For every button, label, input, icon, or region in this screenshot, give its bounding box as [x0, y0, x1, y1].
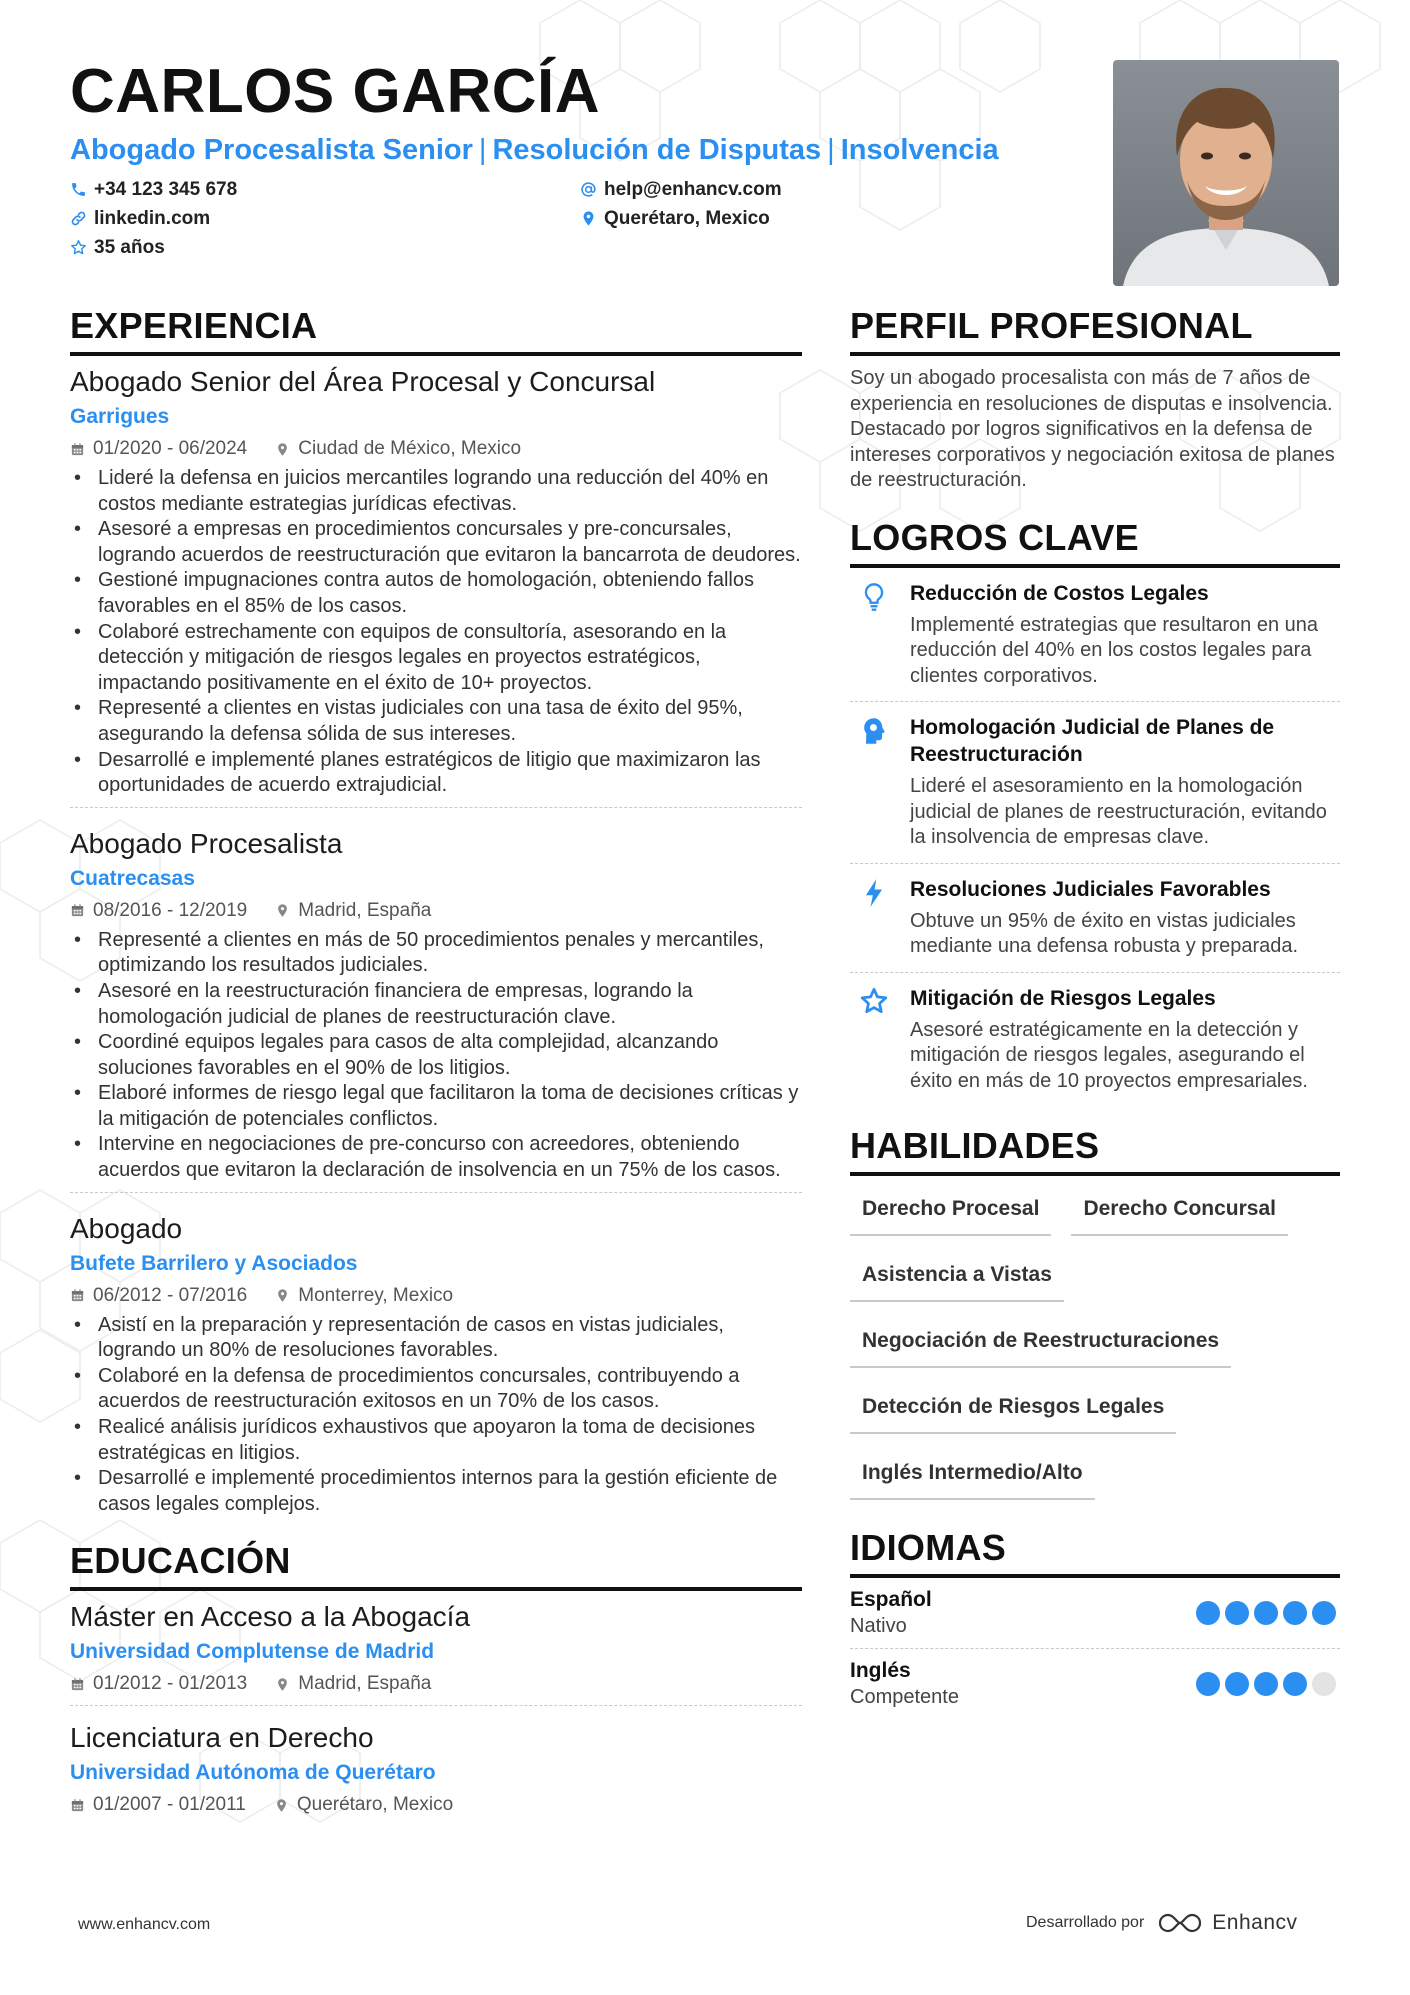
job-title: Abogado — [70, 1212, 183, 1244]
rating-dot-filled — [1225, 1672, 1249, 1696]
lightbulb-icon — [860, 582, 888, 612]
bullet-item: • Asesoré en la reestructuración financiera de empresas, logrando la homologación judicial de planes de reestructuración clave. — [70, 979, 802, 1030]
headline-separator: | — [827, 134, 835, 166]
rating-dot-filled — [1225, 1601, 1249, 1625]
location-pin-icon — [275, 1288, 290, 1303]
enhancv-logo-icon — [1156, 1910, 1204, 1936]
calendar-icon — [70, 442, 85, 457]
skill-tag: Asistencia a Vistas — [850, 1252, 1064, 1302]
footer-website[interactable]: www.enhancv.com — [78, 1916, 211, 1933]
education-meta — [70, 1669, 802, 1699]
bullet-item: • Coordiné equipos legales para casos de alta complejidad, alcanzando soluciones favorables en el 90% de los litigios. — [70, 1030, 802, 1081]
job-bullets — [70, 466, 802, 799]
headline-part: Insolvencia — [840, 134, 999, 166]
achievement-desc: Lideré el asesoramiento en la homologación judicial de planes de reestructuración, evitando la insolvencia de empresas clave. — [910, 775, 1327, 848]
bullet-item: • Desarrollé e implementé procedimientos internos para la gestión eficiente de casos legales complejos. — [70, 1466, 802, 1517]
job-meta — [70, 896, 802, 926]
job-location: Ciudad de México, Mexico — [298, 438, 522, 459]
footer-brand[interactable] — [1026, 1910, 1298, 1936]
achievement-title: Reducción de Costos Legales — [910, 581, 1209, 605]
location-pin-icon — [274, 1798, 289, 1813]
location-pin-icon — [275, 1677, 290, 1692]
achievement-item — [850, 972, 1340, 1107]
education-entry — [70, 1599, 802, 1705]
bolt-icon — [860, 878, 888, 908]
language-rating — [1191, 1601, 1336, 1625]
brand-name: Enhancv — [1212, 1911, 1298, 1934]
job-title: Abogado Senior del Área Procesal y Concursal — [70, 366, 656, 397]
contact-phone[interactable] — [70, 176, 580, 203]
job-entry — [70, 807, 802, 1192]
calendar-icon — [70, 903, 85, 918]
profile-photo — [1113, 60, 1339, 286]
calendar-icon — [70, 1677, 85, 1692]
rating-dot-filled — [1283, 1672, 1307, 1696]
left-column — [70, 304, 802, 1826]
bullet-item: • Realicé análisis jurídicos exhaustivos que apoyaron la toma de decisiones estratégicas en litigios. — [70, 1415, 802, 1466]
education-dates: 01/2007 - 01/2011 — [93, 1794, 246, 1816]
job-company: Bufete Barrilero y Asociados — [70, 1251, 358, 1275]
bullet-item: • Colaboré en la defensa de procedimientos concursales, contribuyendo a acuerdos de reestructuración exitosos en un 70% de los casos. — [70, 1364, 802, 1415]
education-entry — [70, 1705, 802, 1826]
bullet-item: • Desarrollé e implementé planes estratégicos de litigio que maximizaron las oportunidades de acuerdo extrajudicial. — [70, 748, 802, 799]
bullet-item: • Representé a clientes en más de 50 procedimientos penales y mercantiles, optimizando los resultados judiciales. — [70, 928, 802, 979]
job-company: Garrigues — [70, 405, 170, 428]
achievement-desc: Implementé estrategias que resultaron en una reducción del 40% en los costos legales para clientes corporativos. — [910, 613, 1319, 687]
job-dates: 08/2016 - 12/2019 — [93, 899, 248, 921]
achievement-title: Resoluciones Judiciales Favorables — [910, 877, 1271, 901]
headline-part: Resolución de Disputas — [492, 134, 822, 166]
right-column — [850, 304, 1340, 1719]
calendar-icon — [70, 1288, 85, 1303]
skill-tag: Inglés Intermedio/Alto — [850, 1450, 1095, 1500]
achievement-title: Mitigación de Riesgos Legales — [910, 986, 1216, 1010]
achievement-title: Homologación Judicial de Planes de Reestructuración — [910, 716, 1275, 766]
contact-linkedin[interactable] — [70, 205, 580, 232]
job-meta — [70, 1281, 802, 1311]
education-heading: EDUCACIÓN — [70, 1539, 802, 1591]
star-outline-icon — [70, 239, 87, 256]
headline-part: Abogado Procesalista Senior — [70, 134, 473, 166]
phone-text: +34 123 345 678 — [94, 178, 238, 200]
contact-age — [70, 234, 580, 261]
profile-heading: PERFIL PROFESIONAL — [850, 304, 1340, 356]
link-icon — [70, 210, 87, 227]
linkedin-text: linkedin.com — [94, 207, 211, 229]
rating-dot-filled — [1196, 1601, 1220, 1625]
degree-title: Licenciatura en Derecho — [70, 1722, 374, 1754]
bullet-item: • Intervine en negociaciones de pre-concurso con acreedores, obteniendo acuerdos que evitaron la declaración de insolvencia en un 75% de los casos. — [70, 1132, 802, 1183]
language-level: Competente — [850, 1686, 959, 1708]
achievement-desc: Obtuve un 95% de éxito en vistas judiciales mediante una defensa robusta y preparada. — [910, 909, 1299, 957]
location-pin-icon — [580, 210, 597, 227]
location-pin-icon — [275, 442, 290, 457]
bullet-item: • Asistí en la preparación y representación de casos en vistas judiciales, logrando un 80% de resoluciones favorables. — [70, 1313, 802, 1364]
education-location: Madrid, España — [298, 1673, 432, 1695]
skill-tag: Detección de Riesgos Legales — [850, 1384, 1176, 1434]
language-rating — [1191, 1672, 1336, 1696]
contact-location — [580, 205, 1000, 232]
skills-list — [850, 1186, 1340, 1516]
resume-header — [70, 58, 1100, 261]
job-bullets — [70, 928, 802, 1184]
head-icon — [860, 716, 888, 746]
contact-email[interactable] — [580, 176, 1000, 203]
bullet-item: • Colaboré estrechamente con equipos de consultoría, asesorando en la detección y mitigación de riesgos legales en proyectos estratégicos, impactando positivamente en el éxito de 10+ proyectos. — [70, 620, 802, 697]
language-item — [850, 1648, 1340, 1719]
candidate-name: CARLOS GARCÍA — [70, 57, 601, 126]
rating-dot-filled — [1283, 1601, 1307, 1625]
calendar-icon — [70, 1798, 85, 1813]
location-text: Querétaro, Mexico — [604, 207, 770, 229]
rating-dot-filled — [1254, 1672, 1278, 1696]
job-entry — [70, 1192, 802, 1526]
education-meta — [70, 1790, 802, 1820]
profile-summary: Soy un abogado procesalista con más de 7 años de experiencia en resoluciones de disputas e insolvencia. Destacado por logros significativos en la defensa de intereses corporativos y negociación exitosa de planes de reestructuración. — [850, 367, 1335, 491]
email-text: help@enhancv.com — [604, 178, 782, 200]
job-title: Abogado Procesalista — [70, 827, 343, 859]
contact-info — [70, 176, 1100, 261]
bullet-item: • Lideré la defensa en juicios mercantiles logrando una reducción del 40% en costos mediante estrategias jurídicas efectivas. — [70, 466, 802, 517]
job-entry — [70, 364, 802, 807]
education-location: Querétaro, Mexico — [296, 1794, 454, 1816]
rating-dot-filled — [1254, 1601, 1278, 1625]
language-item — [850, 1578, 1340, 1648]
skill-tag: Derecho Procesal — [850, 1186, 1051, 1236]
job-dates: 01/2020 - 06/2024 — [93, 438, 248, 459]
rating-dot-filled — [1196, 1672, 1220, 1696]
skill-tag: Derecho Concursal — [1071, 1186, 1288, 1236]
job-meta — [70, 434, 802, 464]
avatar — [1113, 60, 1339, 286]
school-name: Universidad Autónoma de Querétaro — [70, 1761, 436, 1785]
language-name: Español — [850, 1588, 932, 1611]
phone-icon — [70, 181, 87, 198]
headline — [70, 132, 1100, 168]
bullet-item: • Asesoré a empresas en procedimientos concursales y pre-concursales, logrando acuerdos de reestructuración que evitaron la bancarrota de deudores. — [70, 517, 802, 568]
achievement-item — [850, 863, 1340, 972]
skills-heading: HABILIDADES — [850, 1124, 1340, 1176]
powered-by-text: Desarrollado por — [1026, 1914, 1145, 1931]
job-location: Madrid, España — [298, 899, 432, 921]
education-dates: 01/2012 - 01/2013 — [93, 1673, 248, 1695]
language-level: Nativo — [850, 1615, 907, 1637]
age-text: 35 años — [94, 236, 165, 258]
experience-heading: EXPERIENCIA — [70, 304, 802, 356]
star-icon — [860, 987, 888, 1017]
degree-title: Máster en Acceso a la Abogacía — [70, 1601, 471, 1633]
job-location: Monterrey, Mexico — [298, 1284, 454, 1306]
job-bullets — [70, 1313, 802, 1518]
skill-tag: Negociación de Reestructuraciones — [850, 1318, 1231, 1368]
bullet-item: • Representé a clientes en vistas judiciales con una tasa de éxito del 95%, asegurando la defensa sólida de sus intereses. — [70, 696, 802, 747]
achievement-item — [850, 568, 1340, 702]
job-dates: 06/2012 - 07/2016 — [93, 1284, 248, 1306]
headline-separator: | — [478, 134, 487, 166]
rating-dot-empty — [1312, 1672, 1336, 1696]
language-name: Inglés — [850, 1659, 911, 1682]
achievement-desc: Asesoré estratégicamente en la detección y mitigación de riesgos legales, asegurando el éxito en más de 10 proyectos empresariales. — [910, 1018, 1308, 1092]
languages-heading: IDIOMAS — [850, 1526, 1340, 1578]
achievements-heading: LOGROS CLAVE — [850, 516, 1340, 568]
achievement-item — [850, 701, 1340, 863]
school-name: Universidad Complutense de Madrid — [70, 1640, 435, 1664]
bullet-item: • Elaboré informes de riesgo legal que facilitaron la toma de decisiones críticas y la mitigación de potenciales conflictos. — [70, 1081, 802, 1132]
rating-dot-filled — [1312, 1601, 1336, 1625]
location-pin-icon — [275, 903, 290, 918]
bullet-item: • Gestioné impugnaciones contra autos de homologación, obteniendo fallos favorables en el 85% de los casos. — [70, 568, 802, 619]
at-icon — [580, 181, 597, 198]
job-company: Cuatrecasas — [70, 866, 195, 890]
